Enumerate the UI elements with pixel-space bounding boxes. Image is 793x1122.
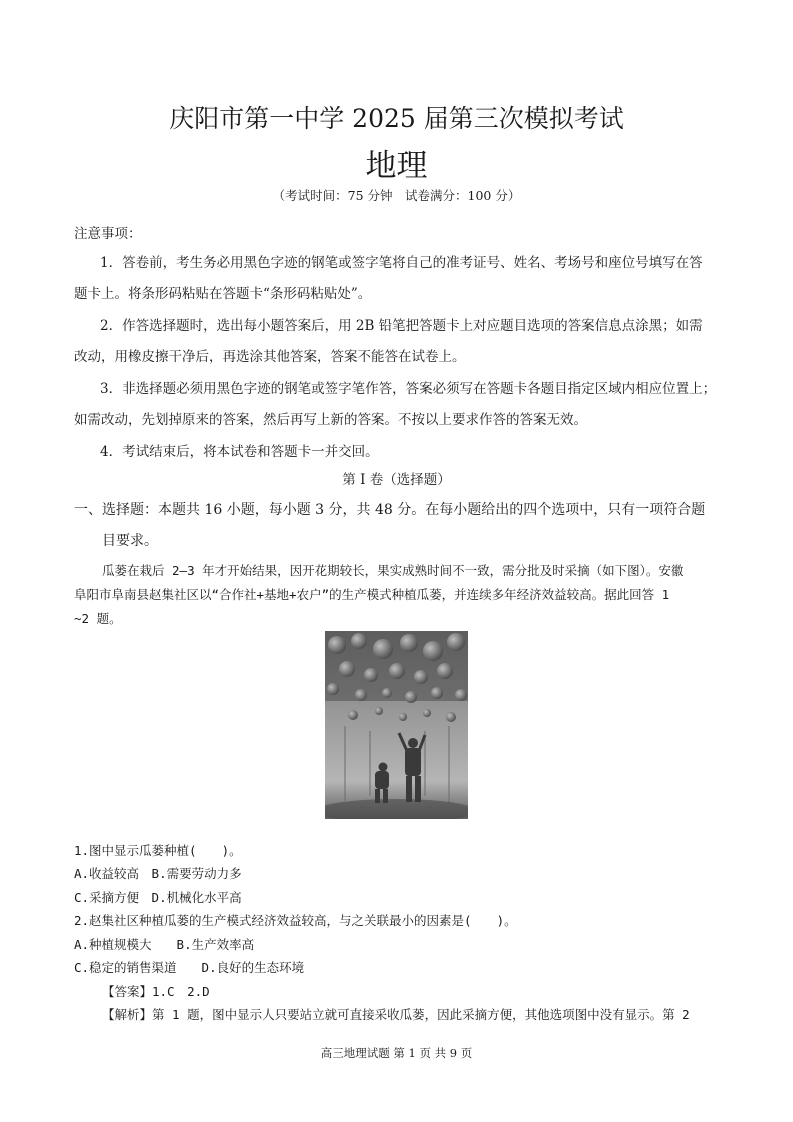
subject-title: 地理 [365,148,428,184]
notice-line: 1．答卷前，考生务必用黑色字迹的钢笔或签字笔将自己的准考证号、姓名、考场号和座位号填写在答 [100,255,703,271]
analysis-line: 【解析】第 1 题，图中显示人只要站立就可直接采收瓜蒌，因此采摘方便，其他选项图中没有显示。第 2 [102,1007,690,1022]
notice-line: 如需改动，先划掉原来的答案，然后再写上新的答案。不按以上要求作答的答案无效。 [74,412,587,428]
exam-meta: （考试时间：75 分钟 试卷满分：100 分） [272,188,521,203]
notice-line: 4．考试结束后，将本试卷和答题卡一并交回。 [100,444,379,460]
exam-title: 庆阳市第一中学 2025 届第三次模拟考试 [169,104,624,133]
question-1-options-ab: A.收益较高 B.需要劳动力多 [74,866,242,881]
notice-line: 题卡上。将条形码粘贴在答题卡“条形码粘贴处”。 [74,286,372,302]
notice-line: 2．作答选择题时，选出每小题答案后，用 2B 铅笔把答题卡上对应题目选项的答案信息点涂黑；如需 [100,318,703,334]
passage-line: 阜阳市阜南县赵集社区以“合作社+基地+农户”的生产模式种植瓜蒌，并连续多年经济效益较高。据此回答 1 [74,587,670,602]
melon-harvest-photo [325,631,468,819]
page-footer: 高三地理试题 第 1 页 共 9 页 [320,1046,473,1060]
notice-line: 改动，用橡皮擦干净后，再选涂其他答案，答案不能答在试卷上。 [74,349,466,365]
question-2-options-ab: A.种植规模大 B.生产效率高 [74,937,255,952]
answer-line: 【答案】1.C 2.D [102,984,210,999]
question-2-options-cd: C.稳定的销售渠道 D.良好的生态环境 [74,960,305,975]
notice-heading: 注意事项： [74,226,142,242]
question-2: 2.赵集社区种植瓜蒌的生产模式经济效益较高，与之关联最小的因素是( )。 [74,913,517,928]
passage-line: ~2 题。 [74,611,122,626]
passage-line: 瓜蒌在栽后 2—3 年才开始结果，因开花期较长，果实成熟时间不一致，需分批及时采摘（如下图）。安徽 [102,563,684,578]
part-heading-cont: 目要求。 [102,533,158,549]
notice-line: 3．非选择题必须用黑色字迹的钢笔或签字笔作答，答案必须写在答题卡各题目指定区域内相应位置上； [100,381,717,397]
question-1: 1.图中显示瓜蒌种植( )。 [74,843,242,858]
section-title: 第 I 卷（选择题） [342,472,451,488]
question-1-options-cd: C.采摘方便 D.机械化水平高 [74,890,242,905]
part-heading: 一、选择题：本题共 16 小题，每小题 3 分，共 48 分。在每小题给出的四个选项中，只有一项符合题 [74,502,706,518]
